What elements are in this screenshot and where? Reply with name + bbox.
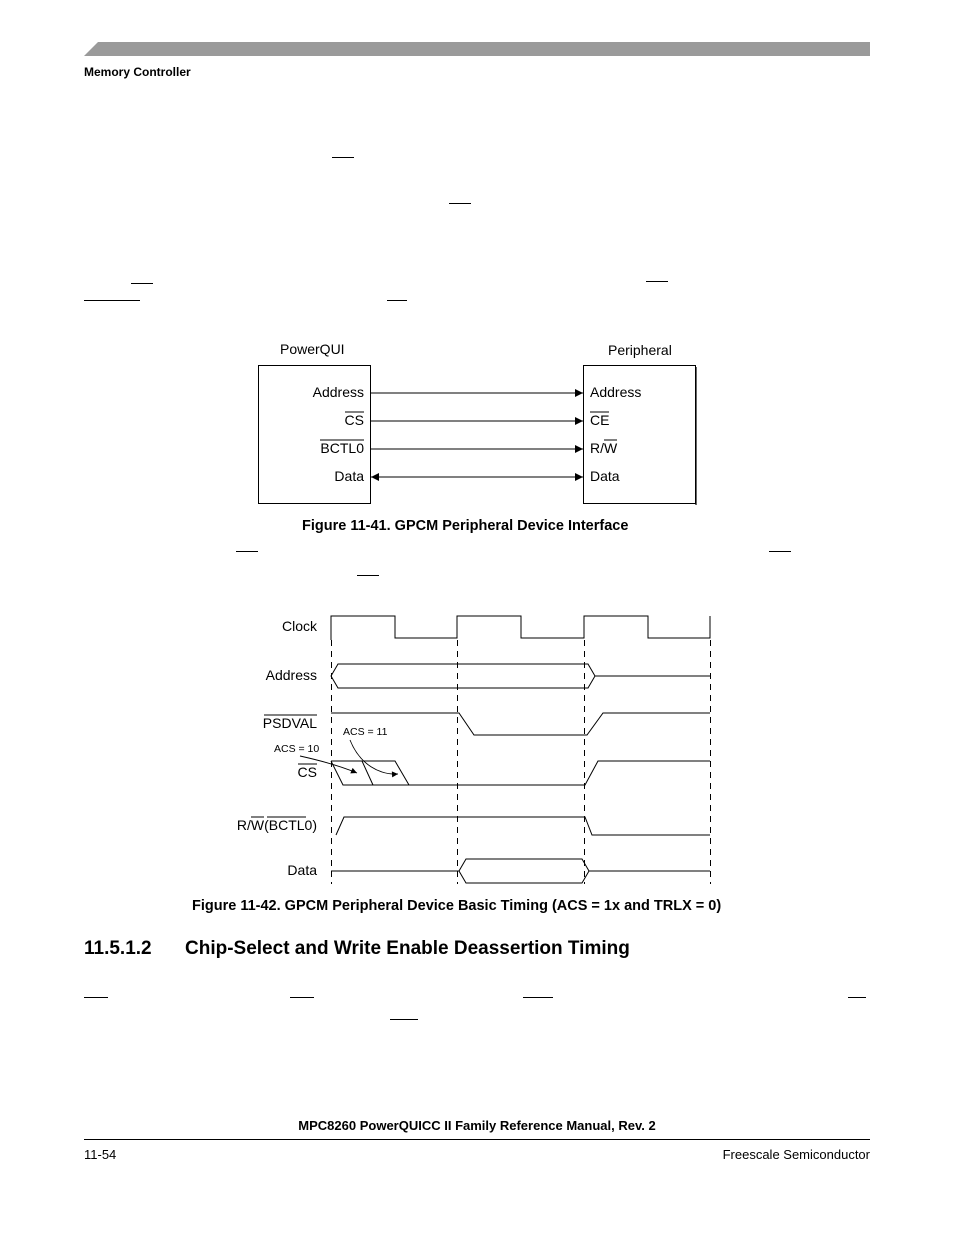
cs-waveform-acs11 xyxy=(331,761,409,785)
overbar-mark xyxy=(290,997,314,998)
rw-waveform xyxy=(336,817,710,835)
psdval-label: PSDVAL xyxy=(262,715,317,731)
rw-bctl0-label xyxy=(237,817,317,833)
right-signal-data: Data xyxy=(590,468,620,484)
left-signal-cs: CS xyxy=(344,412,364,428)
left-signal-data: Data xyxy=(334,468,364,484)
section-number: 11.5.1.2 xyxy=(84,938,152,959)
address-waveform xyxy=(331,664,595,688)
peripheral-label: Peripheral xyxy=(608,342,672,358)
clock-label: Clock xyxy=(281,618,317,634)
data-label: Data xyxy=(287,862,317,878)
cs-label: CS xyxy=(297,764,317,780)
section-label: Memory Controller xyxy=(84,65,191,79)
address-label: Address xyxy=(265,667,317,683)
rw-prefix: R/ xyxy=(236,817,251,833)
footer-page-number: 11-54 xyxy=(84,1147,117,1162)
footer-manual-title: MPC8260 PowerQUICC II Family Reference Manual, Rev. 2 xyxy=(298,1118,656,1133)
right-signal-rw: R/W xyxy=(590,440,618,456)
rw-open-paren: ( xyxy=(264,817,269,833)
rw-bctl0: BCTL0 xyxy=(268,817,313,833)
acs10-annotation: ACS = 10 xyxy=(274,743,320,755)
section-title: Chip-Select and Write Enable Deassertion Timing xyxy=(185,938,630,959)
footer-company: Freescale Semiconductor xyxy=(722,1147,870,1162)
figure-41-caption: Figure 11-41. GPCM Peripheral Device Interface xyxy=(302,518,629,534)
right-signal-ce: CE xyxy=(590,412,610,428)
figure-42-caption: Figure 11-42. GPCM Peripheral Device Basic Timing (ACS = 1x and TRLX = 0) xyxy=(192,898,722,914)
rw-close-paren: ) xyxy=(312,817,317,833)
acs11-annotation: ACS = 11 xyxy=(343,726,388,738)
psdval-waveform xyxy=(331,713,710,735)
rw-w: W xyxy=(250,817,265,833)
right-signal-address: Address xyxy=(590,384,642,400)
footer-rule xyxy=(84,1139,870,1140)
left-signal-bctl0: BCTL0 xyxy=(320,440,364,456)
overbar-mark xyxy=(848,997,866,998)
overbar-mark xyxy=(84,997,108,998)
overbar-mark xyxy=(390,1019,418,1020)
powerqui-label: PowerQUI xyxy=(280,341,345,357)
data-waveform xyxy=(459,859,589,883)
section-heading xyxy=(84,938,630,960)
clock-waveform xyxy=(331,616,710,640)
left-signal-address: Address xyxy=(312,384,364,400)
acs11-pointer-arrow xyxy=(350,740,398,774)
overbar-mark xyxy=(523,997,553,998)
